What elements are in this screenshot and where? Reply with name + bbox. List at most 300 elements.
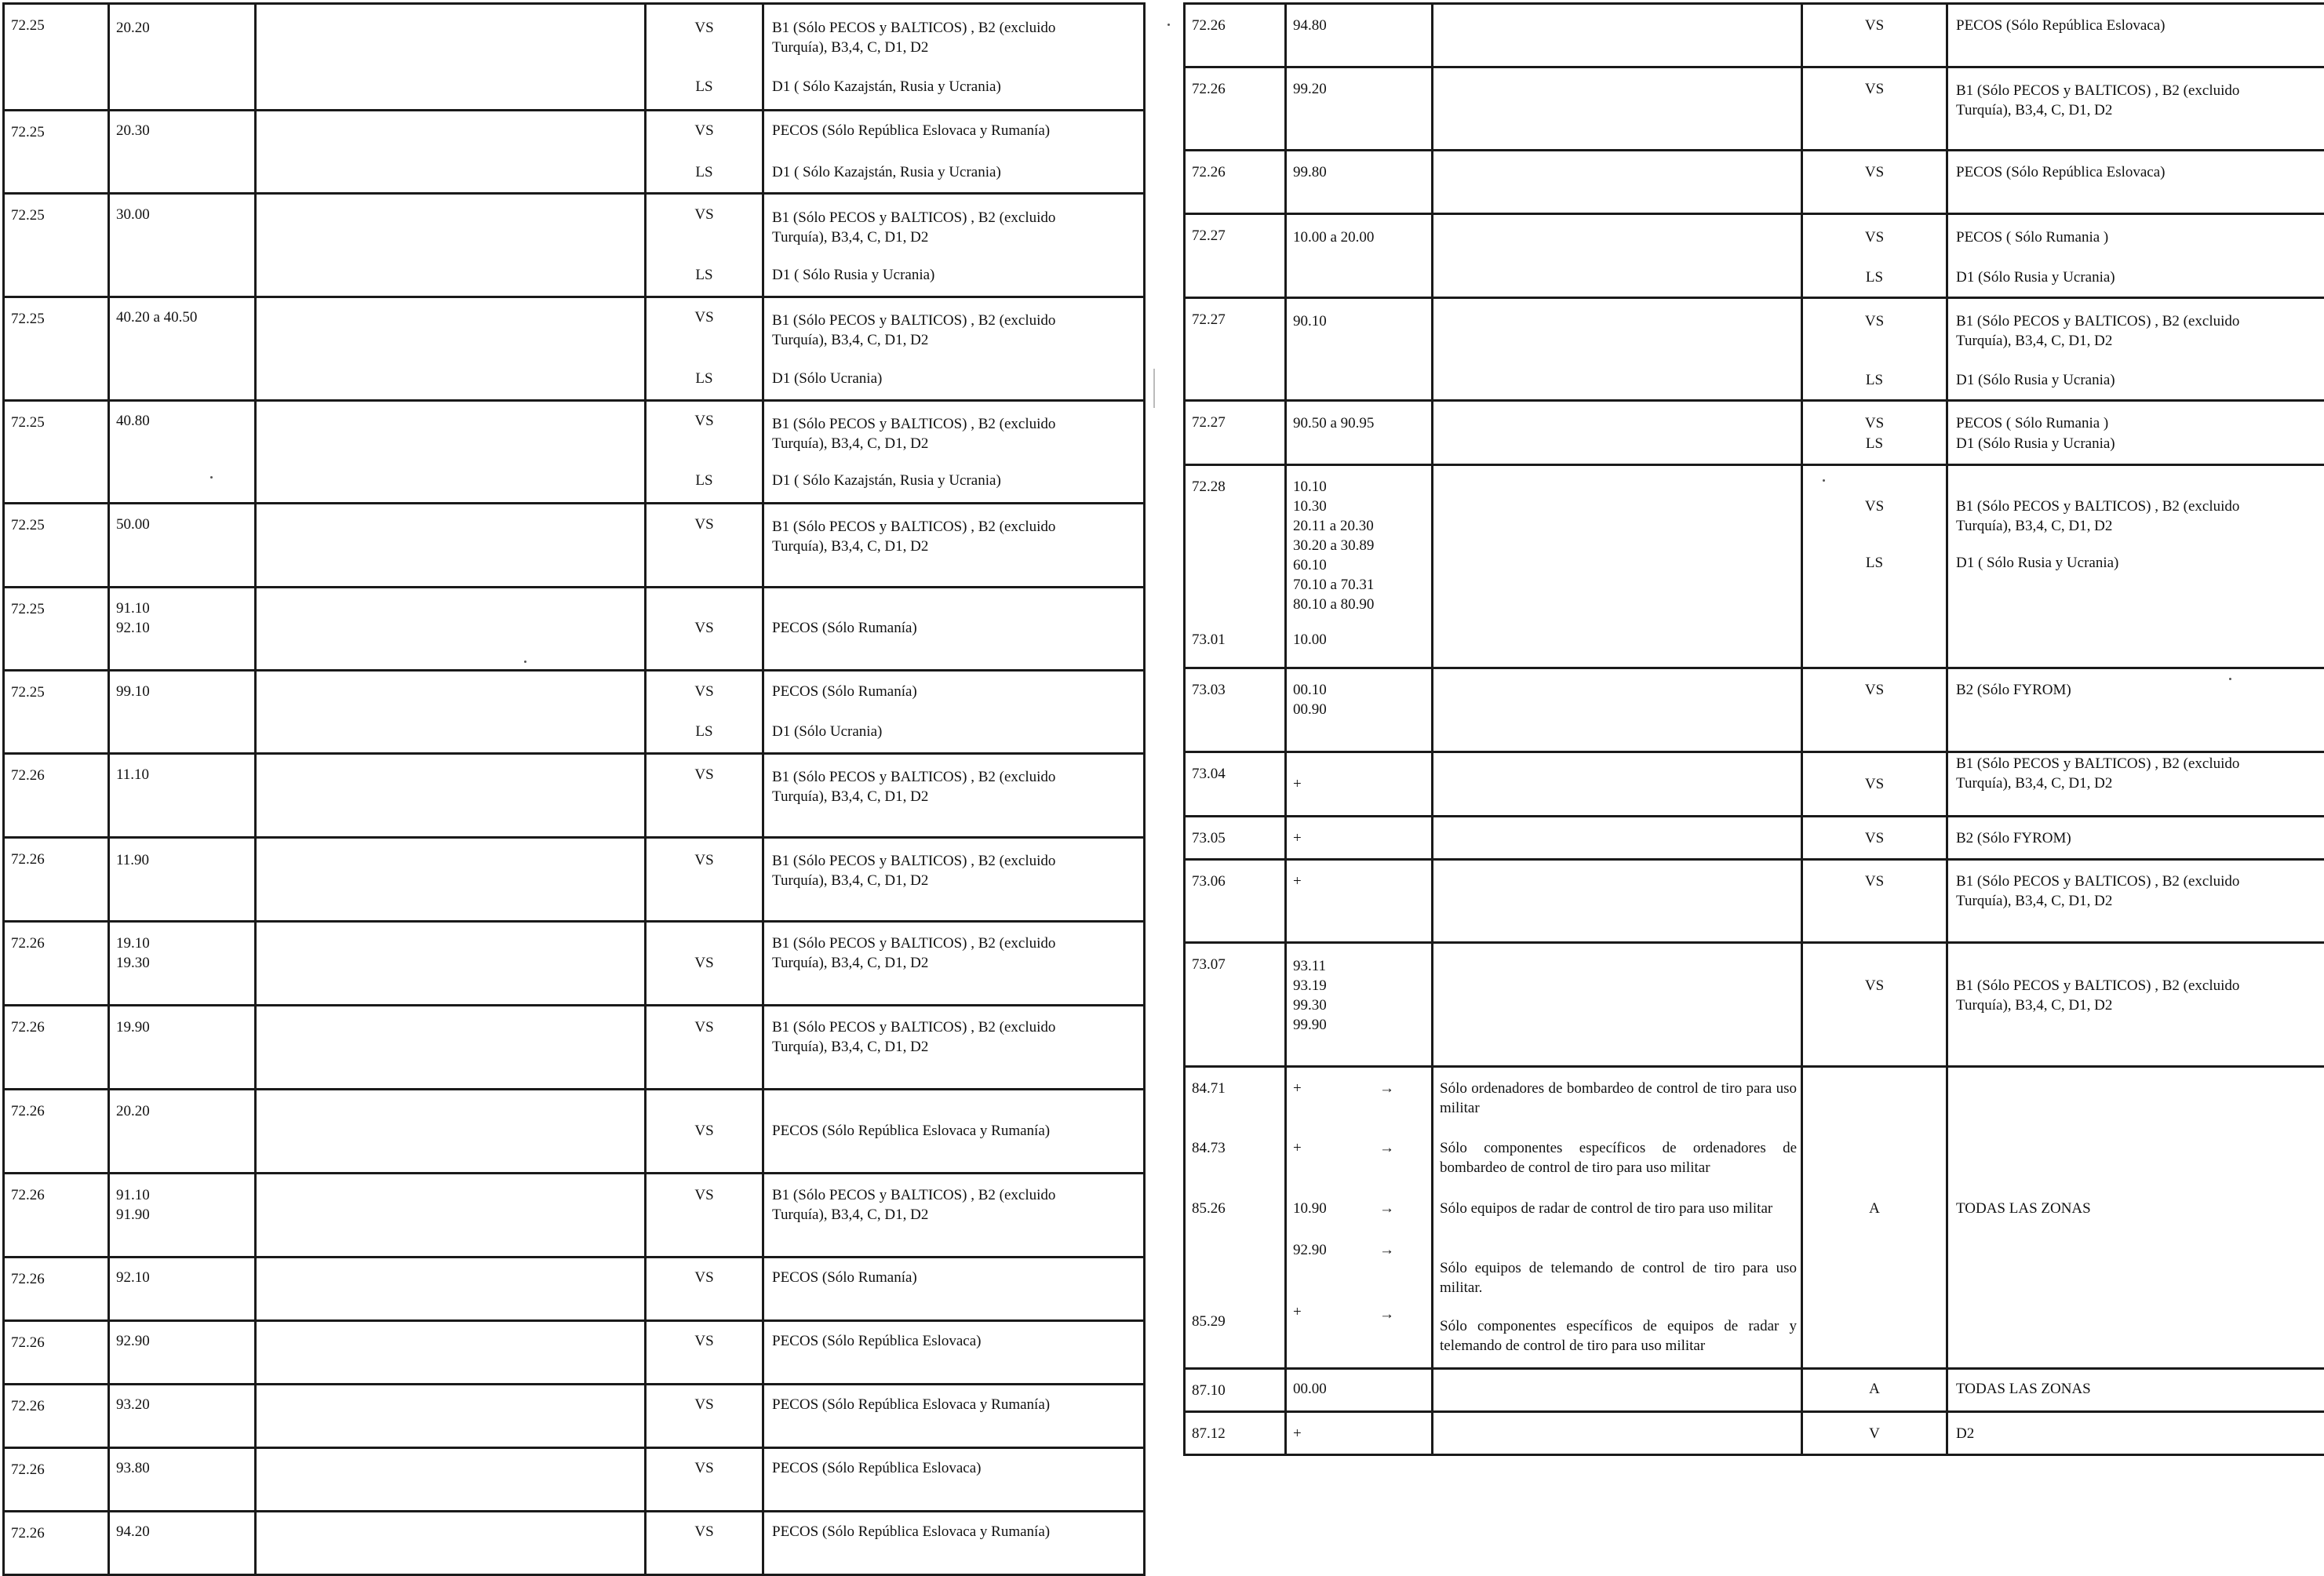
control-cell xyxy=(1802,860,1947,943)
cell-content xyxy=(1186,299,1284,399)
control-mark: LS xyxy=(1803,553,1946,573)
cell-content xyxy=(110,923,254,1004)
description-cell xyxy=(256,588,646,671)
code-cell xyxy=(109,401,256,504)
control-cell xyxy=(1802,214,1947,298)
control-cell xyxy=(1802,151,1947,214)
zone-text: Turquía), B3,4, C, D1, D2 xyxy=(772,330,928,350)
code-cell xyxy=(109,922,256,1006)
zone-text: B1 (Sólo PECOS y BALTICOS) , B2 (excluido xyxy=(1956,976,2239,995)
cell-content xyxy=(764,402,1143,502)
heading-number: 72.25 xyxy=(11,682,45,702)
zones-cell xyxy=(763,1258,1145,1321)
zone-text: D1 ( Sólo Kazajstán, Rusia y Ucrania) xyxy=(772,162,1001,182)
code-cell xyxy=(1286,668,1433,752)
cell-content xyxy=(1287,402,1431,464)
arrow-icon: → xyxy=(1379,1305,1394,1324)
cell-content xyxy=(647,588,762,669)
table-row xyxy=(4,504,1145,588)
control-mark: VS xyxy=(647,411,762,431)
subheading-code: 30.20 a 30.89 xyxy=(1293,536,1374,555)
cell-content xyxy=(110,1006,254,1088)
description-cell xyxy=(256,1512,646,1575)
control-mark: VS xyxy=(1803,497,1946,516)
cell-content xyxy=(5,1090,107,1172)
heading-cell xyxy=(4,1385,109,1448)
cell-content xyxy=(1433,215,1801,297)
cell-content xyxy=(1186,402,1284,464)
cell-content xyxy=(1948,753,2324,815)
cell-content xyxy=(5,839,107,920)
description-cell xyxy=(1433,401,1802,465)
zone-text: D1 (Sólo Ucrania) xyxy=(772,722,882,741)
heading-cell xyxy=(1185,298,1286,401)
zone-text: PECOS ( Sólo Rumania ) xyxy=(1956,413,2108,433)
heading-number: 72.26 xyxy=(11,1523,45,1543)
cell-content xyxy=(1803,466,1946,667)
cell-content xyxy=(257,1174,644,1256)
subheading-code: 20.30 xyxy=(116,121,150,140)
zones-cell xyxy=(763,671,1145,754)
zone-text: B1 (Sólo PECOS y BALTICOS) , B2 (excluido xyxy=(772,767,1055,787)
cell-content xyxy=(1186,669,1284,751)
control-mark: VS xyxy=(647,308,762,327)
zones-cell xyxy=(763,754,1145,838)
cell-content xyxy=(1433,944,1801,1065)
cell-content xyxy=(5,195,107,296)
control-mark: VS xyxy=(647,18,762,38)
cell-content xyxy=(1287,215,1431,297)
control-cell xyxy=(646,504,763,588)
cell-content xyxy=(110,298,254,399)
control-mark: LS xyxy=(647,471,762,490)
table-row xyxy=(4,1385,1145,1448)
control-mark: VS xyxy=(1803,227,1946,247)
subheading-code: + xyxy=(1293,1138,1302,1158)
cell-content xyxy=(5,923,107,1004)
control-cell xyxy=(646,1006,763,1090)
table-row xyxy=(4,1448,1145,1512)
code-cell xyxy=(1286,4,1433,67)
cell-content xyxy=(764,839,1143,920)
control-cell xyxy=(1802,752,1947,817)
control-cell xyxy=(646,194,763,297)
code-cell xyxy=(109,1512,256,1575)
cell-content xyxy=(1287,669,1431,751)
cell-content xyxy=(110,839,254,920)
control-mark: VS xyxy=(647,953,762,973)
code-cell xyxy=(1286,67,1433,151)
description-cell xyxy=(256,194,646,297)
cell-content xyxy=(5,1174,107,1256)
heading-cell xyxy=(4,1321,109,1385)
control-cell xyxy=(1802,1369,1947,1412)
control-mark: VS xyxy=(647,515,762,534)
cell-content xyxy=(110,195,254,296)
zone-text: PECOS (Sólo República Eslovaca) xyxy=(1956,162,2166,182)
code-cell xyxy=(109,1090,256,1174)
heading-number: 72.26 xyxy=(11,1017,45,1037)
heading-cell xyxy=(4,111,109,194)
control-cell xyxy=(646,297,763,401)
table-row xyxy=(1185,817,2324,860)
cell-content xyxy=(1433,299,1801,399)
cell-content xyxy=(110,1090,254,1172)
speck xyxy=(1167,24,1170,26)
cell-content xyxy=(647,298,762,399)
cell-content xyxy=(1287,1413,1431,1454)
zone-text: B1 (Sólo PECOS y BALTICOS) , B2 (excluido xyxy=(1956,311,2239,331)
zones-cell xyxy=(1947,1369,2324,1412)
cell-content xyxy=(5,1258,107,1319)
cell-content xyxy=(764,1385,1143,1447)
heading-number: 85.26 xyxy=(1192,1199,1226,1218)
cell-content xyxy=(1433,1068,1801,1367)
control-cell xyxy=(646,1090,763,1174)
table-row xyxy=(1185,4,2324,67)
cell-content xyxy=(5,402,107,502)
table-row xyxy=(1185,1369,2324,1412)
subheading-code: 10.00 xyxy=(1293,630,1327,650)
heading-cell xyxy=(1185,4,1286,67)
table-row xyxy=(1185,943,2324,1067)
zone-text: PECOS ( Sólo Rumania ) xyxy=(1956,227,2108,247)
cell-content xyxy=(764,1090,1143,1172)
code-cell xyxy=(1286,1369,1433,1412)
cell-content xyxy=(1433,1413,1801,1454)
zone-text: B1 (Sólo PECOS y BALTICOS) , B2 (excluido xyxy=(772,311,1055,330)
zones-cell xyxy=(763,1174,1145,1258)
zone-text: D1 ( Sólo Rusia y Ucrania) xyxy=(772,265,934,285)
cell-content xyxy=(1803,944,1946,1065)
cell-content xyxy=(110,5,254,109)
description-cell xyxy=(1433,4,1802,67)
cell-content xyxy=(110,111,254,192)
description-cell xyxy=(1433,465,1802,668)
cell-content xyxy=(257,588,644,669)
cell-content xyxy=(1803,68,1946,149)
heading-cell xyxy=(1185,401,1286,465)
zones-cell xyxy=(763,1448,1145,1512)
subheading-code: + xyxy=(1293,1079,1302,1098)
cell-content xyxy=(1948,215,2324,297)
code-cell xyxy=(109,754,256,838)
zone-text: D1 (Sólo Rusia y Ucrania) xyxy=(1956,370,2115,390)
zone-text: B1 (Sólo PECOS y BALTICOS) , B2 (excluido xyxy=(772,1185,1055,1205)
cell-content xyxy=(5,755,107,836)
zone-text: Turquía), B3,4, C, D1, D2 xyxy=(772,871,928,890)
heading-cell xyxy=(4,671,109,754)
cell-content xyxy=(1948,861,2324,941)
control-cell xyxy=(1802,401,1947,465)
description-cell xyxy=(256,1385,646,1448)
table-row xyxy=(1185,67,2324,151)
cell-content xyxy=(647,5,762,109)
subheading-code: 92.10 xyxy=(116,618,150,638)
control-mark: VS xyxy=(647,618,762,638)
cell-content xyxy=(1803,299,1946,399)
heading-cell xyxy=(4,838,109,922)
heading-number: 72.26 xyxy=(1192,79,1226,99)
subheading-code: 20.20 xyxy=(116,1101,150,1121)
cell-content xyxy=(1803,1068,1946,1367)
table-row xyxy=(1185,401,2324,465)
cell-content xyxy=(764,588,1143,669)
cell-content xyxy=(1287,1068,1431,1367)
subheading-code: 99.10 xyxy=(116,682,150,701)
control-cell xyxy=(646,1258,763,1321)
code-cell xyxy=(1286,401,1433,465)
cell-content xyxy=(1948,299,2324,399)
code-cell xyxy=(1286,752,1433,817)
cell-content xyxy=(1433,402,1801,464)
zones-cell xyxy=(763,504,1145,588)
cell-content xyxy=(110,588,254,669)
control-mark: VS xyxy=(647,1522,762,1541)
zone-text: D1 (Sólo Rusia y Ucrania) xyxy=(1956,268,2115,287)
table-row xyxy=(1185,668,2324,752)
control-mark: V xyxy=(1803,1424,1946,1443)
zone-text: B2 (Sólo FYROM) xyxy=(1956,828,2071,848)
cell-content xyxy=(257,402,644,502)
subheading-code: 10.30 xyxy=(1293,497,1327,516)
zones-cell xyxy=(1947,151,2324,214)
cell-content xyxy=(5,1449,107,1510)
zones-cell xyxy=(1947,1412,2324,1455)
table-row xyxy=(4,401,1145,504)
code-cell xyxy=(109,1385,256,1448)
cell-content xyxy=(1803,1370,1946,1410)
subheading-code: 60.10 xyxy=(1293,555,1327,575)
subheading-code: 20.20 xyxy=(116,18,150,38)
heading-cell xyxy=(4,297,109,401)
cell-content xyxy=(1433,861,1801,941)
code-cell xyxy=(1286,298,1433,401)
cell-content xyxy=(110,1258,254,1319)
zone-text: B1 (Sólo PECOS y BALTICOS) , B2 (excluido xyxy=(772,414,1055,434)
cell-content xyxy=(764,504,1143,586)
zone-text: D1 (Sólo Ucrania) xyxy=(772,369,882,388)
zones-cell xyxy=(763,297,1145,401)
control-mark: VS xyxy=(647,1121,762,1141)
zone-text: B2 (Sólo FYROM) xyxy=(1956,680,2071,700)
cell-content xyxy=(1287,861,1431,941)
cell-content xyxy=(1186,1413,1284,1454)
control-cell xyxy=(646,1448,763,1512)
cell-content xyxy=(110,1512,254,1574)
description-cell xyxy=(1433,214,1802,298)
zone-text: Turquía), B3,4, C, D1, D2 xyxy=(772,1205,928,1225)
cell-content xyxy=(257,1090,644,1172)
cell-content xyxy=(764,1006,1143,1088)
cell-content xyxy=(1803,5,1946,66)
control-mark: VS xyxy=(647,121,762,140)
control-mark: VS xyxy=(647,1395,762,1414)
heading-cell xyxy=(4,1090,109,1174)
heading-cell xyxy=(4,1512,109,1575)
cell-content xyxy=(257,1258,644,1319)
code-cell xyxy=(109,1321,256,1385)
zones-cell xyxy=(1947,298,2324,401)
description-text: Sólo equipos de telemando de control de tiro para uso militar. xyxy=(1440,1258,1797,1298)
cell-content xyxy=(647,1449,762,1510)
zone-text: B1 (Sólo PECOS y BALTICOS) , B2 (excluido xyxy=(1956,872,2239,891)
control-cell xyxy=(646,111,763,194)
zone-text: PECOS (Sólo Rumanía) xyxy=(772,1268,917,1287)
zone-text: Turquía), B3,4, C, D1, D2 xyxy=(1956,995,2112,1015)
cell-content xyxy=(1948,817,2324,858)
control-mark: LS xyxy=(647,265,762,285)
speck xyxy=(1823,479,1825,482)
cell-content xyxy=(1433,1370,1801,1410)
control-mark: LS xyxy=(647,162,762,182)
control-mark: VS xyxy=(1803,774,1946,794)
cell-content xyxy=(1287,5,1431,66)
control-cell xyxy=(1802,1067,1947,1369)
cell-content xyxy=(1287,299,1431,399)
cell-content xyxy=(1948,466,2324,667)
heading-number: 72.25 xyxy=(11,413,45,432)
zone-text: PECOS (Sólo República Eslovaca y Rumanía) xyxy=(772,121,1050,140)
zone-text: Turquía), B3,4, C, D1, D2 xyxy=(772,537,928,556)
table-row xyxy=(4,1512,1145,1575)
control-cell xyxy=(1802,67,1947,151)
heading-cell xyxy=(4,588,109,671)
cell-content xyxy=(257,1385,644,1447)
control-cell xyxy=(646,838,763,922)
cell-content xyxy=(1186,68,1284,149)
description-cell xyxy=(1433,752,1802,817)
description-cell xyxy=(256,1321,646,1385)
cell-content xyxy=(647,195,762,296)
cell-content xyxy=(257,1322,644,1383)
description-cell xyxy=(256,1090,646,1174)
subheading-code: 11.90 xyxy=(116,850,149,870)
zone-text: Turquía), B3,4, C, D1, D2 xyxy=(1956,516,2112,536)
subheading-code: 40.80 xyxy=(116,411,150,431)
zones-cell xyxy=(763,1090,1145,1174)
cell-content xyxy=(1186,215,1284,297)
subheading-code: 19.30 xyxy=(116,953,150,973)
description-cell xyxy=(1433,1412,1802,1455)
zones-cell xyxy=(1947,214,2324,298)
zones-cell xyxy=(763,588,1145,671)
control-mark: VS xyxy=(647,205,762,224)
control-mark: VS xyxy=(1803,16,1946,35)
heading-number: 73.06 xyxy=(1192,872,1226,891)
heading-number: 72.26 xyxy=(11,1269,45,1289)
control-cell xyxy=(1802,298,1947,401)
zone-text: D2 xyxy=(1956,1424,1974,1443)
description-cell xyxy=(256,754,646,838)
subheading-code: 11.10 xyxy=(116,765,149,784)
description-cell xyxy=(1433,817,1802,860)
subheading-code: + xyxy=(1293,774,1302,794)
tariff-table-left xyxy=(2,2,1146,1576)
cell-content xyxy=(5,111,107,192)
code-cell xyxy=(109,1448,256,1512)
description-cell xyxy=(256,1006,646,1090)
table-row xyxy=(4,4,1145,111)
heading-number: 73.01 xyxy=(1192,630,1226,650)
description-cell xyxy=(1433,668,1802,752)
description-cell xyxy=(256,4,646,111)
code-cell xyxy=(109,1174,256,1258)
cell-content xyxy=(764,195,1143,296)
control-mark: VS xyxy=(1803,872,1946,891)
code-cell xyxy=(109,1258,256,1321)
description-cell xyxy=(256,1174,646,1258)
cell-content xyxy=(1803,402,1946,464)
cell-content xyxy=(110,504,254,586)
cell-content xyxy=(764,1322,1143,1383)
description-text: Sólo ordenadores de bombardeo de control de tiro para uso militar xyxy=(1440,1079,1797,1118)
table-row xyxy=(4,588,1145,671)
code-cell xyxy=(1286,465,1433,668)
zone-text: PECOS (Sólo República Eslovaca) xyxy=(772,1458,982,1478)
cell-content xyxy=(1186,753,1284,815)
cell-content xyxy=(257,5,644,109)
cell-content xyxy=(5,1322,107,1383)
description-cell xyxy=(256,922,646,1006)
description-cell xyxy=(1433,67,1802,151)
subheading-code: 50.00 xyxy=(116,515,150,534)
cell-content xyxy=(110,755,254,836)
cell-content xyxy=(647,1322,762,1383)
cell-content xyxy=(110,672,254,752)
heading-cell xyxy=(1185,1067,1286,1369)
control-mark: VS xyxy=(1803,976,1946,995)
cell-content xyxy=(647,672,762,752)
zone-text: Turquía), B3,4, C, D1, D2 xyxy=(772,434,928,453)
table-row xyxy=(1185,214,2324,298)
cell-content xyxy=(1803,817,1946,858)
subheading-code: 99.90 xyxy=(1293,1015,1327,1035)
zone-text: B1 (Sólo PECOS y BALTICOS) , B2 (excluido xyxy=(772,1017,1055,1037)
cell-content xyxy=(1186,466,1284,667)
subheading-code: 93.80 xyxy=(116,1458,150,1478)
cell-content xyxy=(1287,466,1431,667)
heading-cell xyxy=(1185,668,1286,752)
cell-content xyxy=(5,1512,107,1574)
subheading-code: + xyxy=(1293,1424,1302,1443)
cell-content xyxy=(1803,753,1946,815)
code-cell xyxy=(1286,817,1433,860)
heading-number: 72.27 xyxy=(1192,413,1226,432)
zones-cell xyxy=(1947,860,2324,943)
cell-content xyxy=(5,1385,107,1447)
cell-content xyxy=(1433,5,1801,66)
heading-cell xyxy=(4,4,109,111)
zones-cell xyxy=(1947,401,2324,465)
cell-content xyxy=(110,1449,254,1510)
heading-number: 72.26 xyxy=(11,1333,45,1352)
cell-content xyxy=(1803,1413,1946,1454)
subheading-code: 90.10 xyxy=(1293,311,1327,331)
cell-content xyxy=(764,1174,1143,1256)
heading-cell xyxy=(1185,214,1286,298)
subheading-code: 30.00 xyxy=(116,205,150,224)
subheading-code: 94.20 xyxy=(116,1522,150,1541)
cell-content xyxy=(764,923,1143,1004)
arrow-icon: → xyxy=(1379,1199,1394,1218)
control-mark: LS xyxy=(1803,370,1946,390)
code-cell xyxy=(1286,860,1433,943)
cell-content xyxy=(1433,753,1801,815)
heading-cell xyxy=(4,194,109,297)
cell-content xyxy=(257,755,644,836)
subheading-code: + xyxy=(1293,1302,1302,1322)
